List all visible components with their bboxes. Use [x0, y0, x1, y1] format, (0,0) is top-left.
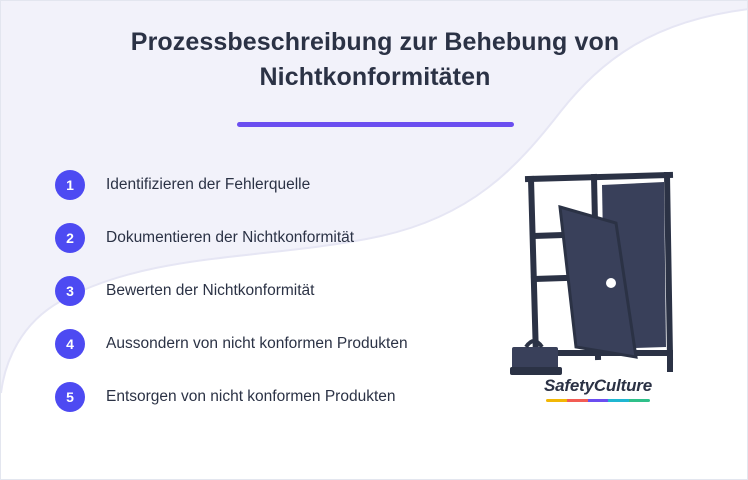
page-title-line-1: Prozessbeschreibung zur Behebung von [130, 28, 620, 56]
step-label: Bewerten der Nichtkonformität [106, 281, 315, 299]
page-title [75, 25, 675, 94]
list-item [55, 211, 495, 264]
list-item [55, 264, 495, 317]
step-number-badge: 3 [55, 276, 85, 306]
step-number-badge: 4 [55, 329, 85, 359]
brand-name: SafetyCulture [544, 376, 652, 395]
brand-logo [498, 376, 698, 402]
step-label: Identifizieren der Fehlerquelle [106, 175, 311, 193]
page-title-line-2: Nichtkonformitäten [259, 62, 491, 91]
list-item [55, 317, 495, 370]
title-divider [237, 122, 514, 127]
list-item [55, 370, 495, 423]
step-label: Aussondern von nicht konformen Produkten [106, 334, 408, 352]
list-item [55, 158, 495, 211]
step-number-badge: 1 [55, 170, 85, 200]
step-label: Entsorgen von nicht konformen Produkten [106, 387, 396, 405]
step-label: Dokumentieren der Nichtkonformität [106, 228, 355, 246]
brand-underline [546, 399, 650, 402]
step-number-badge: 2 [55, 223, 85, 253]
process-step-list [55, 158, 495, 423]
page-title-wrapper [1, 25, 748, 94]
scaffolding-door-icon [498, 161, 698, 401]
step-number-badge: 5 [55, 382, 85, 412]
